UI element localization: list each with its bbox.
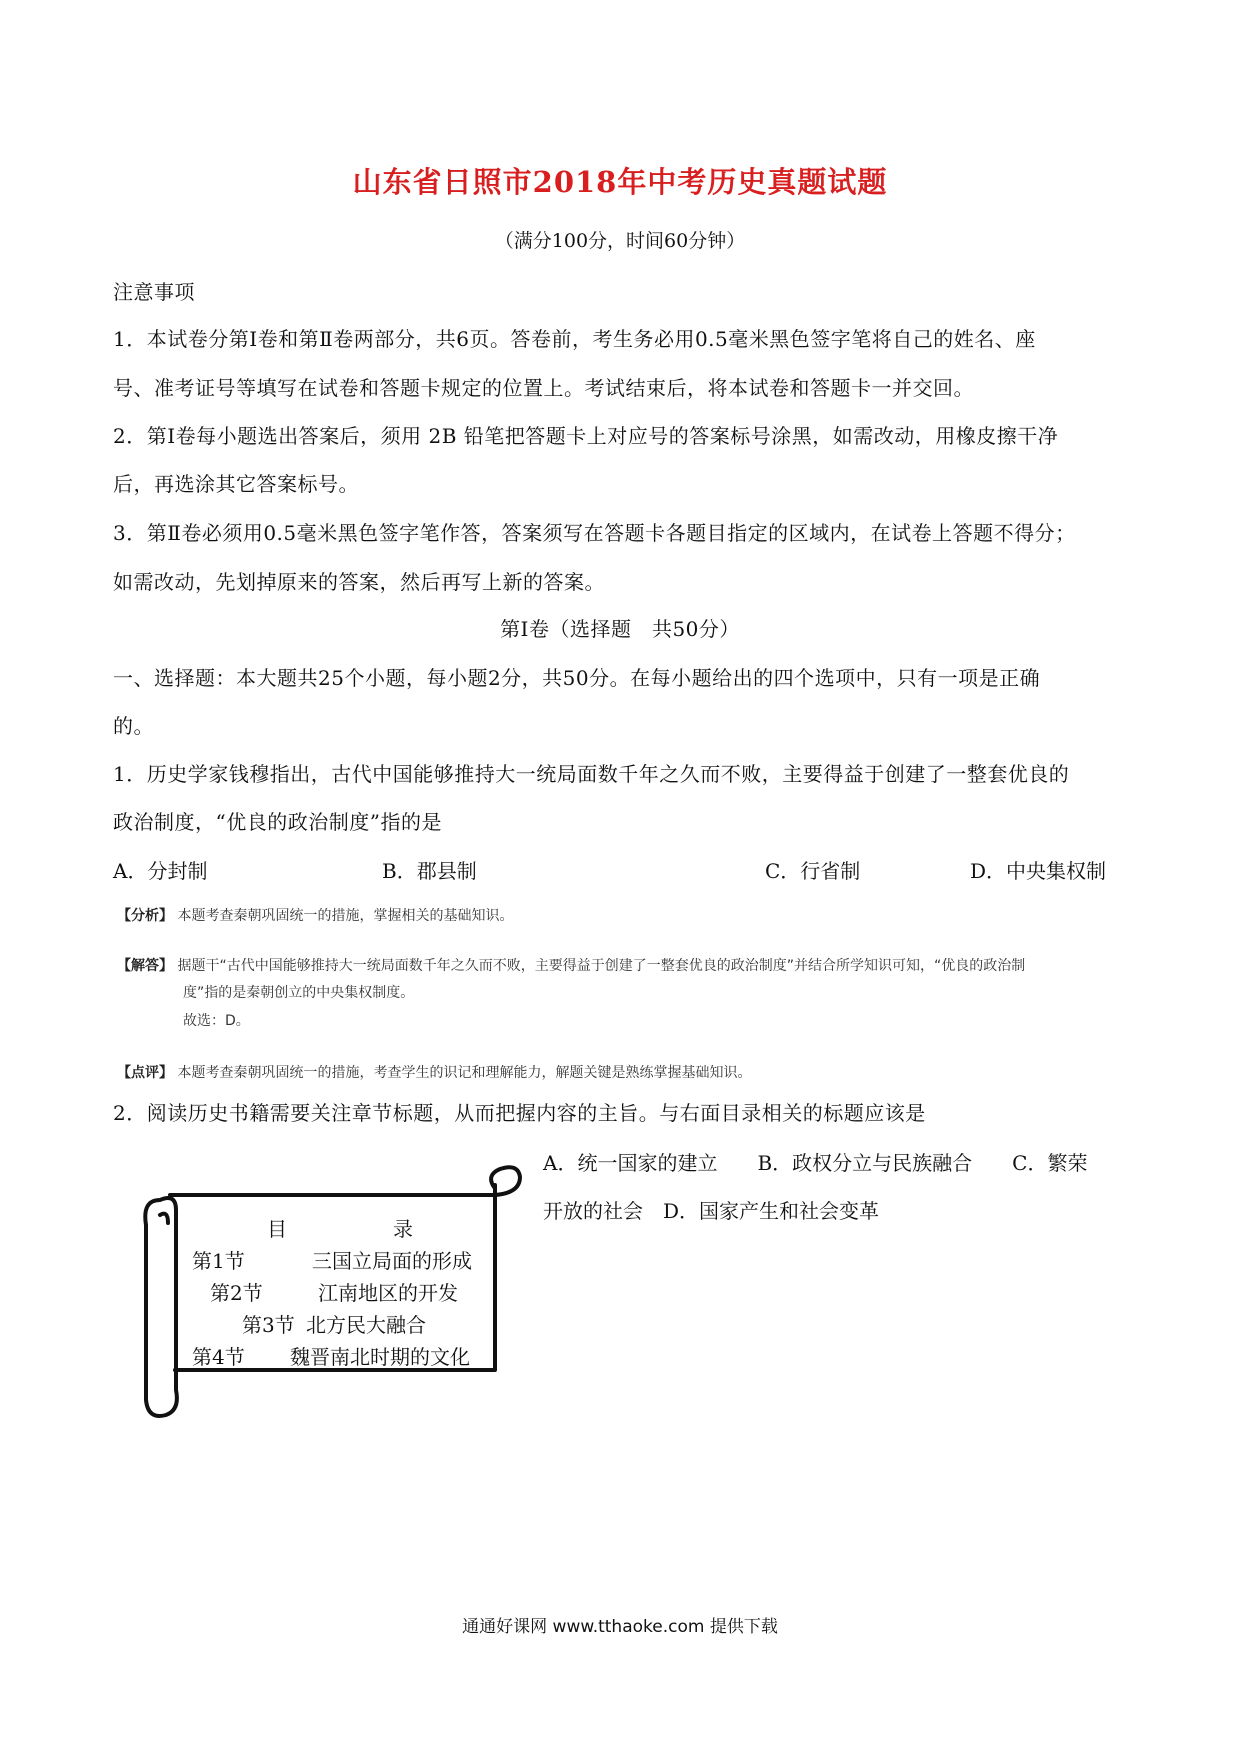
answer-text: 据题干“古代中国能够推持大一统局面数千年之久而不败，主要得益于创建了一整套优良的政治制度”并结合所学知识可知，“优良的政治制 xyxy=(177,958,1026,974)
notice-line: 如需改动，先划掉原来的答案，然后再写上新的答案。 xyxy=(113,570,605,594)
notice-line: 后，再选涂其它答案标号。 xyxy=(113,472,359,496)
toc-scroll xyxy=(140,1165,540,1425)
analysis-note xyxy=(117,905,513,925)
toc-entry-title: 三国立局面的形成 xyxy=(312,1249,472,1273)
question-1-option-a: A．分封制 xyxy=(113,859,208,883)
question-1-option-c: C．行省制 xyxy=(765,859,861,883)
page-title: 山东省日照市2018年中考历史真题试题 xyxy=(352,165,888,199)
question-1-option-b: B．郡县制 xyxy=(382,859,477,883)
page-footer: 通通好课网 www.tthaoke.com 提供下载 xyxy=(462,1617,778,1637)
question-2-options: A．统一国家的建立 B．政权分立与民族融合 C．繁荣 xyxy=(543,1151,1088,1175)
comment-tag: 【点评】 xyxy=(117,1065,173,1081)
comment-note xyxy=(117,1062,751,1082)
page-subtitle: （满分100分，时间60分钟） xyxy=(494,230,746,252)
section-intro: 的。 xyxy=(113,714,154,738)
analysis-text: 本题考查秦朝巩固统一的措施，掌握相关的基础知识。 xyxy=(177,908,514,924)
notice-line: 号、准考证号等填写在试卷和答题卡规定的位置上。考试结束后，将本试卷和答题卡一并交回。 xyxy=(113,376,974,400)
answer-note xyxy=(117,955,1025,975)
toc-entry-section: 第1节 xyxy=(192,1249,245,1273)
notice-line: 3．第Ⅱ卷必须用0.5毫米黑色签字笔作答，答案须写在答题卡各题目指定的区域内，在试卷上答题不得分； xyxy=(113,521,1076,545)
toc-entry-title: 江南地区的开发 xyxy=(318,1281,458,1305)
question-2-options: 开放的社会 D．国家产生和社会变革 xyxy=(543,1199,880,1223)
question-1-stem: 1．历史学家钱穆指出，古代中国能够推持大一统局面数千年之久而不败，主要得益于创建了一整套优良的 xyxy=(113,762,1070,786)
notice-line: 1．本试卷分第Ⅰ卷和第Ⅱ卷两部分，共6页。答卷前，考生务必用0.5毫米黑色签字笔将自己的姓名、座 xyxy=(113,327,1036,351)
notice-line: 2．第Ⅰ卷每小题选出答案后，须用 2B 铅笔把答题卡上对应号的答案标号涂黑，如需改动，用橡皮擦干净 xyxy=(113,424,1059,448)
answer-choice: 故选：D。 xyxy=(183,1013,250,1029)
comment-text: 本题考查秦朝巩固统一的措施，考查学生的识记和理解能力，解题关键是熟练掌握基础知识。 xyxy=(177,1065,752,1081)
answer-text-cont: 度”指的是秦朝创立的中央集权制度。 xyxy=(183,985,415,1001)
toc-heading-right: 录 xyxy=(393,1217,413,1241)
toc-entry-title: 魏晋南北时期的文化 xyxy=(290,1345,470,1369)
toc-entry-section: 第2节 xyxy=(210,1281,263,1305)
toc-entry-section: 第3节 xyxy=(242,1313,295,1337)
notice-heading: 注意事项 xyxy=(113,280,195,304)
section-heading: 第Ⅰ卷（选择题 共50分） xyxy=(500,617,740,641)
answer-tag: 【解答】 xyxy=(117,958,173,974)
question-1-option-d: D．中央集权制 xyxy=(970,859,1107,883)
analysis-tag: 【分析】 xyxy=(117,908,173,924)
toc-entry-section: 第4节 xyxy=(192,1345,245,1369)
toc-heading-left: 目 xyxy=(267,1217,287,1241)
question-2-stem: 2．阅读历史书籍需要关注章节标题，从而把握内容的主旨。与右面目录相关的标题应该是 xyxy=(113,1101,926,1125)
section-intro: 一、选择题：本大题共25个小题，每小题2分，共50分。在每小题给出的四个选项中，只有一项是正确 xyxy=(113,666,1041,690)
toc-entry-title: 北方民大融合 xyxy=(306,1313,426,1337)
question-1-stem: 政治制度，“优良的政治制度”指的是 xyxy=(113,810,442,834)
